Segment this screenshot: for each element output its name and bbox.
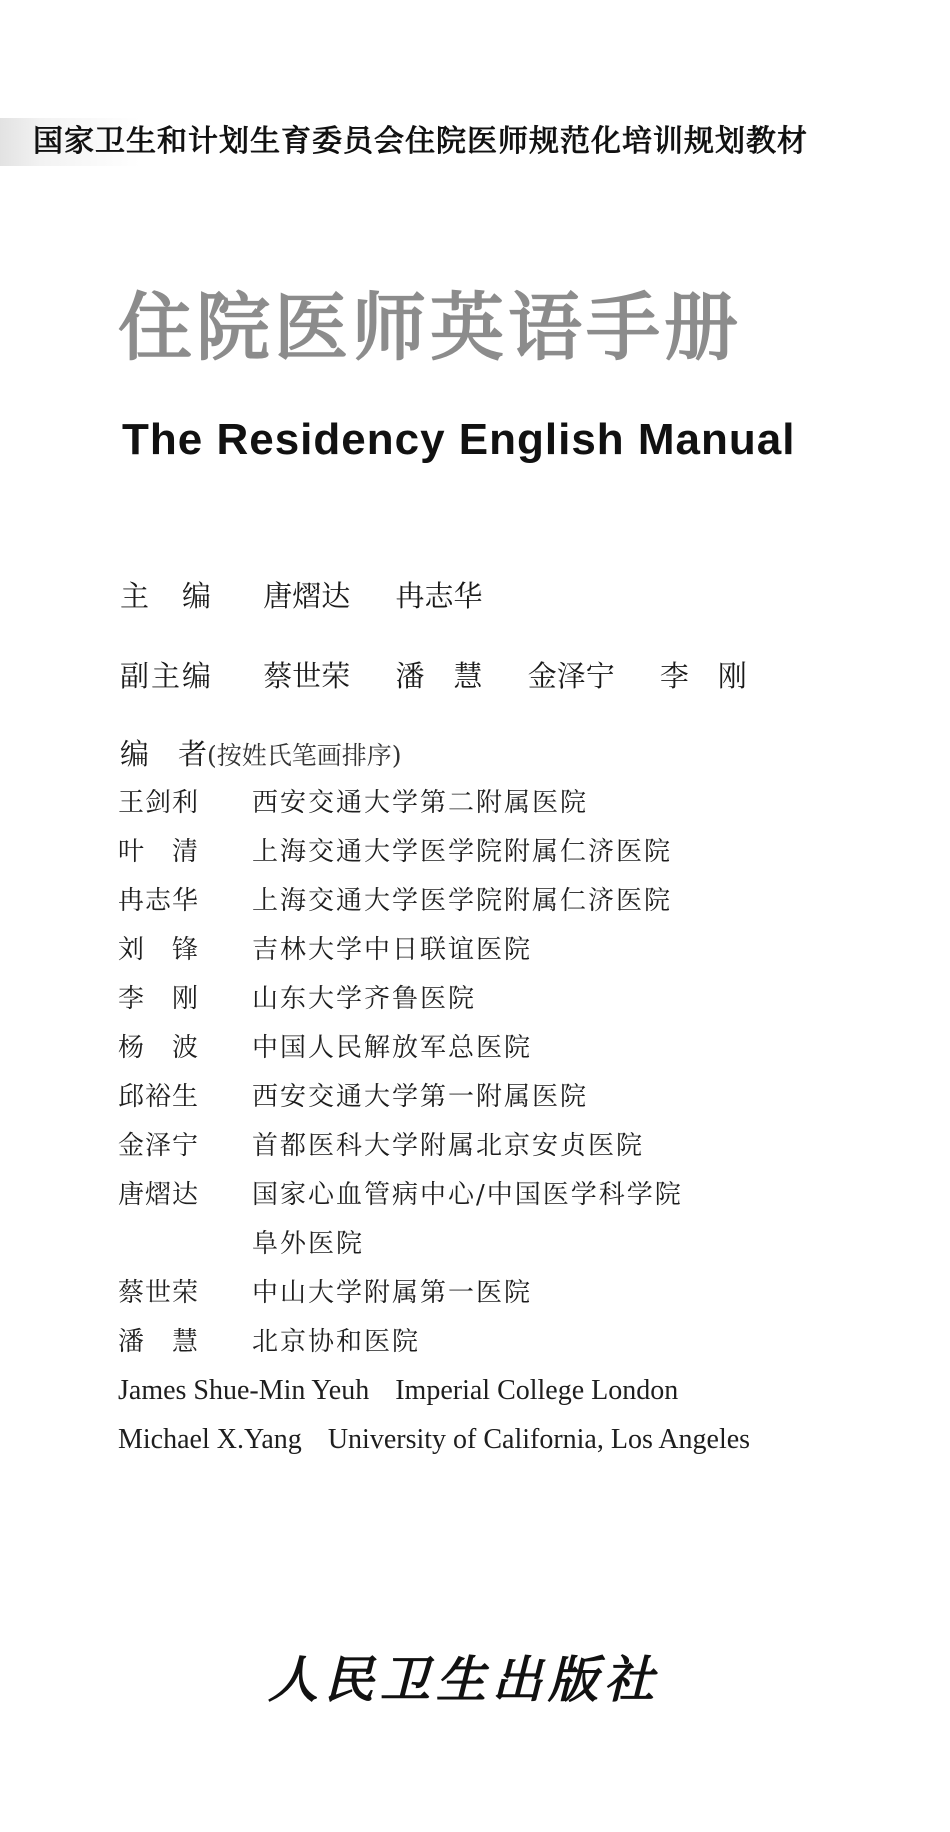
foreign-editor-row — [118, 1418, 750, 1462]
editor-row — [118, 1271, 532, 1315]
deputy-editors-label: 副主编 — [120, 659, 214, 693]
editors-label: 编 者 — [120, 737, 208, 771]
editor-row — [118, 830, 672, 874]
editors-sort-note: (按姓氏笔画排序) — [207, 741, 402, 770]
foreign-editor-name: James Shue-Min Yeuh — [118, 1375, 370, 1406]
foreign-editor-name: Michael X.Yang — [118, 1424, 302, 1455]
editor-row-continuation — [118, 1222, 364, 1266]
deputy-editor-name: 蔡世荣 — [263, 659, 351, 693]
editor-institution: 山东大学齐鲁医院 — [252, 984, 477, 1014]
deputy-editor-name: 金泽宁 — [527, 659, 615, 693]
editor-row — [118, 1026, 532, 1070]
book-title-english: The Residency English Manual — [122, 415, 796, 464]
editor-name: 李 刚 — [118, 984, 200, 1014]
editor-name: 潘 慧 — [118, 1327, 200, 1357]
editor-row — [118, 1124, 644, 1168]
editor-name: 叶 清 — [118, 837, 200, 867]
chief-editors-label: 主 编 — [120, 579, 214, 613]
editors-heading — [120, 732, 402, 776]
book-title-chinese: 住院医师英语手册 — [118, 285, 742, 371]
deputy-editors-row — [120, 654, 783, 698]
editor-institution: 西安交通大学第二附属医院 — [252, 788, 589, 818]
editor-institution: 上海交通大学医学院附属仁济医院 — [252, 837, 673, 867]
publisher-name: 人民卫生出版社 — [268, 1650, 660, 1709]
deputy-editor-name: 李 刚 — [659, 659, 747, 693]
editor-institution: 北京协和医院 — [252, 1327, 421, 1357]
editor-institution: 首都医科大学附属北京安贞医院 — [252, 1131, 645, 1161]
foreign-editor-row — [118, 1369, 678, 1413]
editor-name: 刘 锋 — [118, 935, 200, 965]
editor-name: 冉志华 — [118, 886, 200, 916]
editor-institution: 中国人民解放军总医院 — [252, 1033, 533, 1063]
editor-name: 杨 波 — [118, 1033, 200, 1063]
editor-name: 唐熠达 — [118, 1180, 200, 1210]
editor-institution: 国家心血管病中心/中国医学科学院 — [252, 1180, 683, 1210]
chief-editors-row — [120, 574, 518, 618]
editor-institution-continued: 阜外医院 — [252, 1229, 365, 1259]
editor-institution: 西安交通大学第一附属医院 — [252, 1082, 589, 1112]
editor-institution: 上海交通大学医学院附属仁济医院 — [252, 886, 673, 916]
editor-row — [118, 977, 476, 1021]
editor-name: 蔡世荣 — [118, 1278, 200, 1308]
chief-editor-name: 冉志华 — [395, 579, 483, 613]
editor-row — [118, 1075, 588, 1119]
foreign-editor-institution: Imperial College London — [395, 1375, 679, 1406]
editor-row — [118, 928, 532, 972]
deputy-editor-name: 潘 慧 — [395, 659, 483, 693]
editor-row — [118, 781, 588, 825]
editor-name: 王剑利 — [118, 788, 200, 818]
foreign-editor-institution: University of California, Los Angeles — [327, 1424, 751, 1455]
editor-row — [118, 1320, 420, 1364]
editor-name: 邱裕生 — [118, 1082, 200, 1112]
editor-row — [118, 1173, 683, 1217]
editor-name: 金泽宁 — [118, 1131, 200, 1161]
editor-institution: 中山大学附属第一医院 — [252, 1278, 533, 1308]
editor-institution: 吉林大学中日联谊医院 — [252, 935, 533, 965]
chief-editor-name: 唐熠达 — [263, 579, 351, 613]
series-title: 国家卫生和计划生育委员会住院医师规范化培训规划教材 — [33, 124, 808, 159]
editor-row — [118, 879, 672, 923]
